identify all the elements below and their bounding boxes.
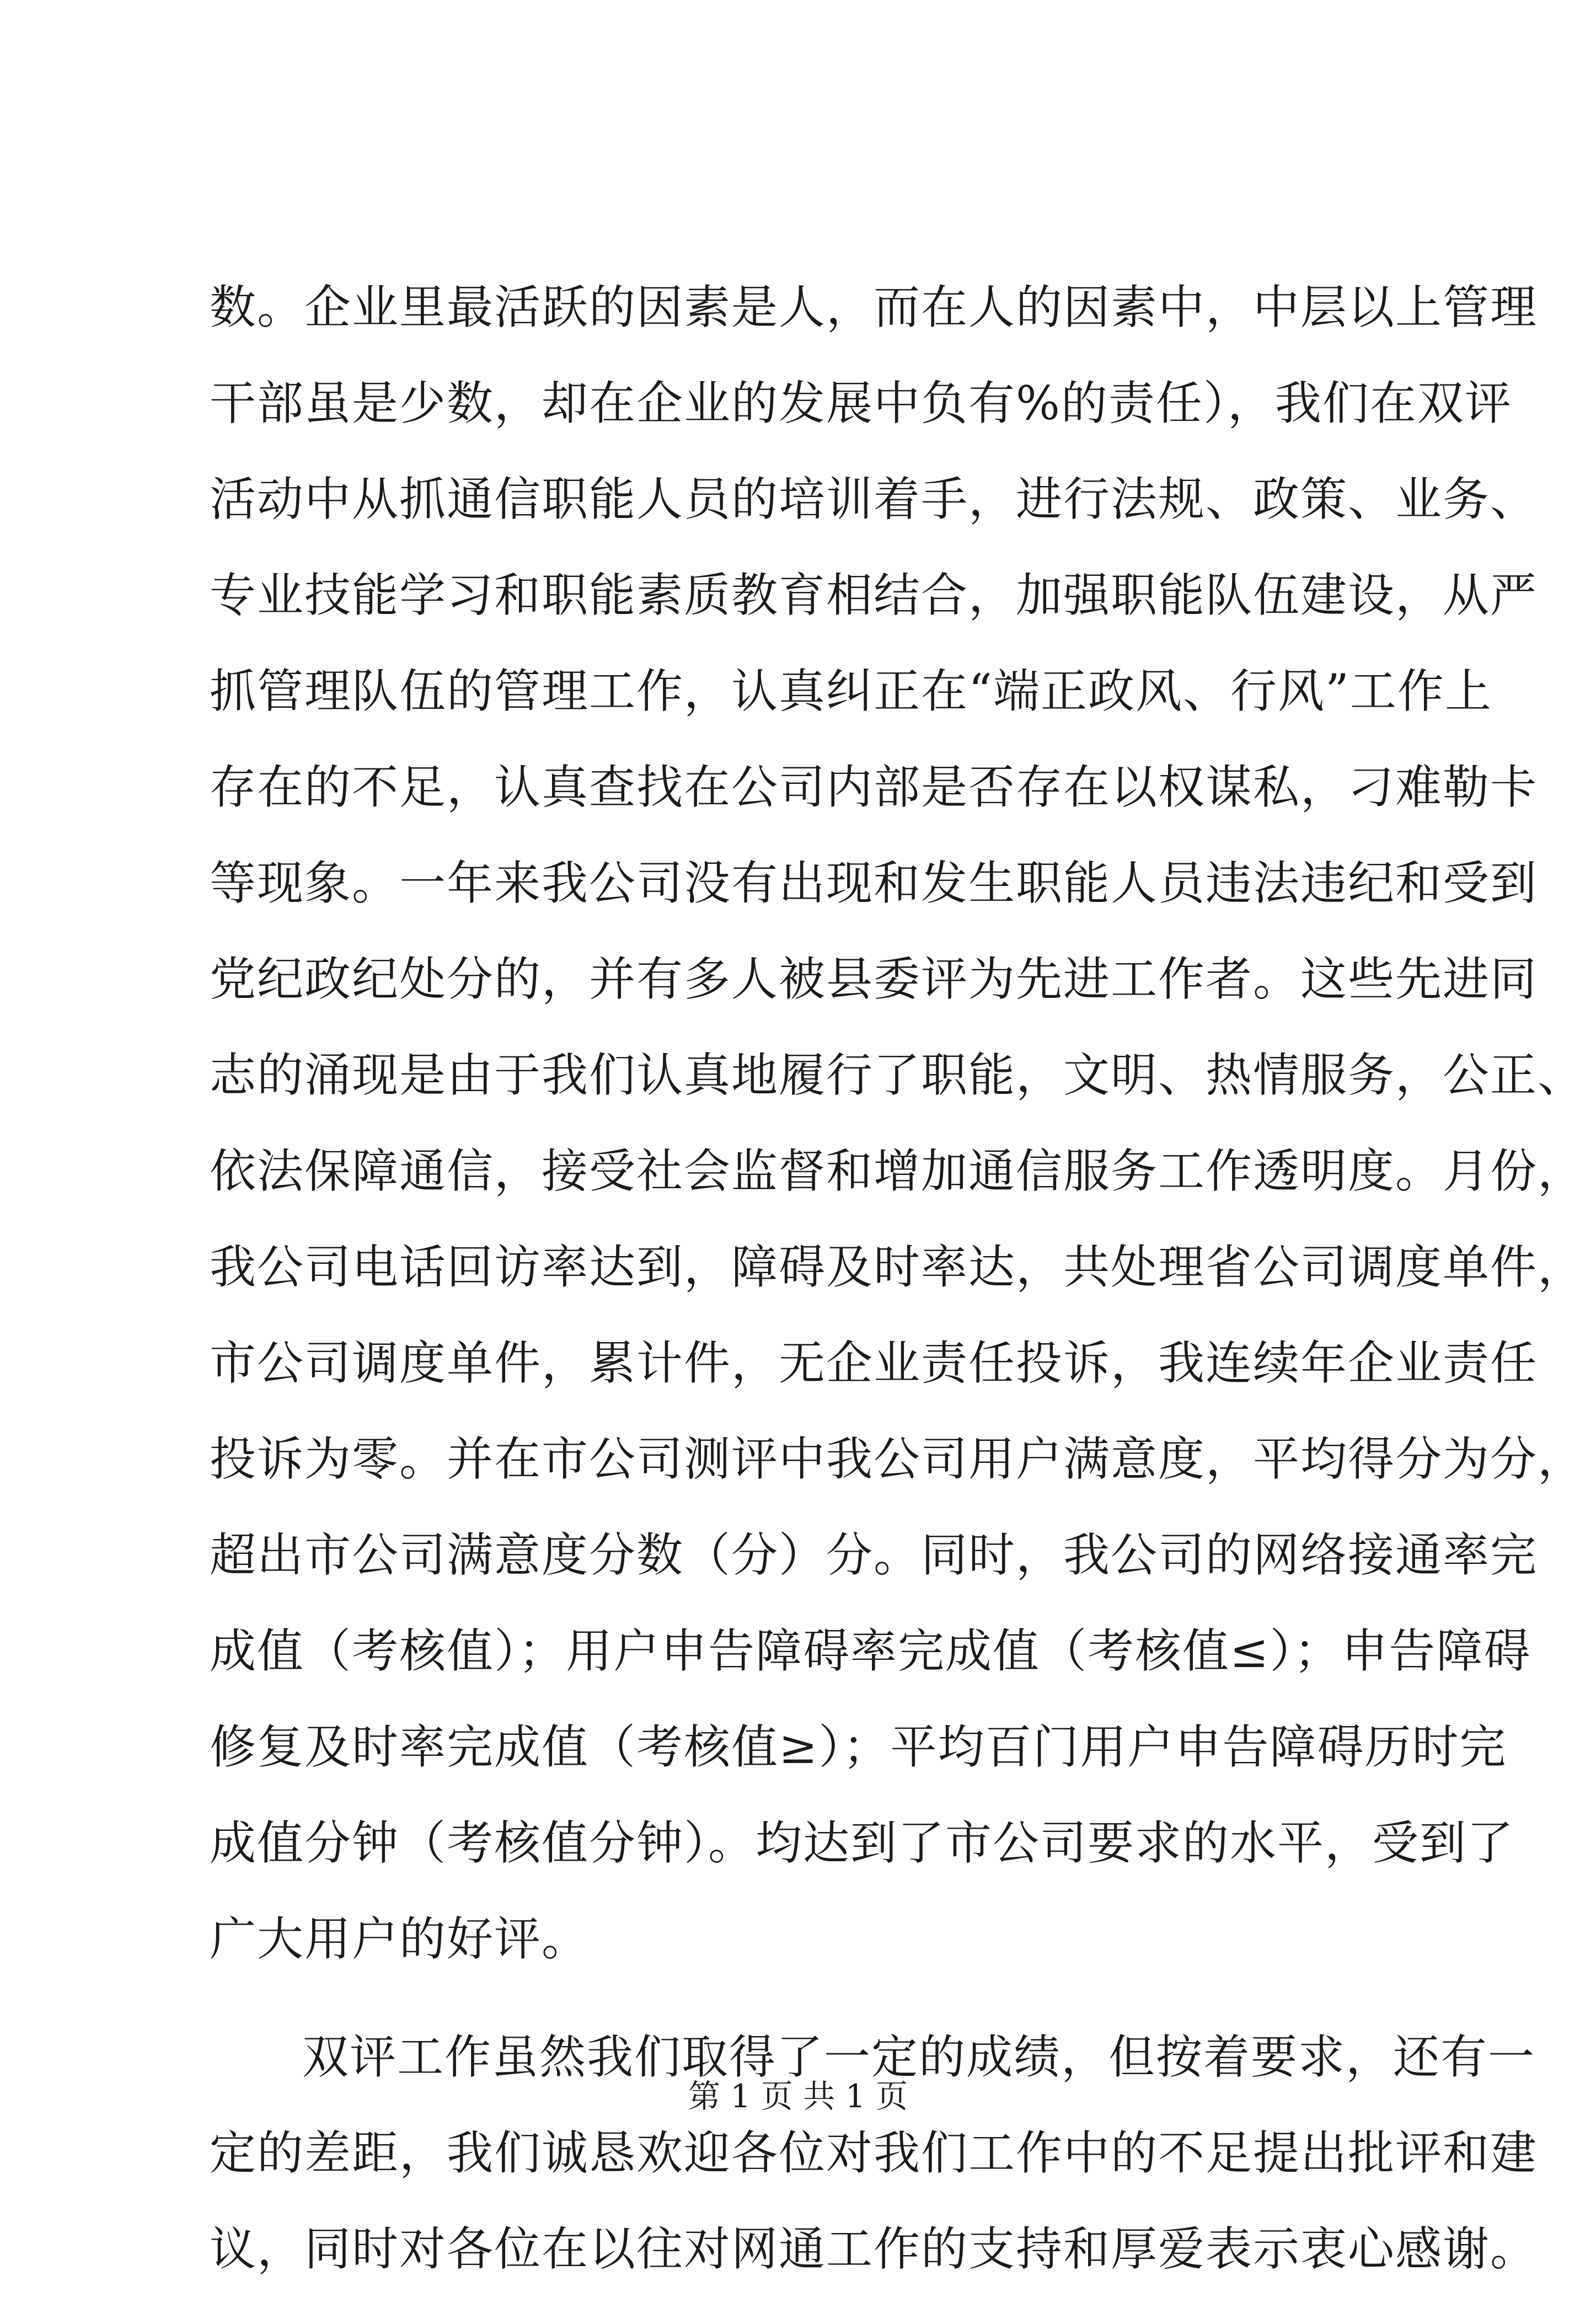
text-line: 广大用户的好评。 [210, 1912, 590, 1966]
paragraph-2 [210, 2009, 1538, 2297]
text-line: 成值分钟（考核值分钟）。均达到了市公司要求的水平，受到了 [210, 1816, 1515, 1870]
document-body [210, 259, 1586, 2297]
text-line: 活动中从抓通信职能人员的培训着手，进行法规、政策、业务、 [210, 472, 1538, 526]
paragraph-spacer [210, 1987, 1401, 2009]
text-line: 成值（考核值）；用户申告障碍率完成值（考核值≤）；申告障碍 [210, 1624, 1531, 1678]
text-line: 我公司电话回访率达到，障碍及时率达，共处理省公司调度单件， [210, 1240, 1586, 1294]
text-line: 志的涌现是由于我们认真地履行了职能，文明、热情服务，公正、 [210, 1048, 1586, 1102]
text-line: 市公司调度单件，累计件，无企业责任投诉，我连续年企业责任 [210, 1336, 1538, 1390]
page-footer: 第 1 页 共 1 页 [688, 2077, 908, 2115]
text-line: 等现象。一年来我公司没有出现和发生职能人员违法违纪和受到 [210, 856, 1538, 910]
text-line: 抓管理队伍的管理工作，认真纠正在“端正政风、行风”工作上 [210, 664, 1492, 718]
text-line: 定的差距，我们诚恳欢迎各位对我们工作中的不足提出批评和建 [210, 2126, 1538, 2180]
text-line: 修复及时率完成值（考核值≥）；平均百门用户申告障碍历时完 [210, 1720, 1507, 1774]
text-line: 专业技能学习和职能素质教育相结合，加强职能队伍建设，从严 [210, 568, 1538, 622]
text-line: 存在的不足，认真查找在公司内部是否存在以权谋私，刁难勒卡 [210, 760, 1538, 814]
text-line: 依法保障通信，接受社会监督和增加通信服务工作透明度。月份， [210, 1144, 1586, 1198]
text-line: 党纪政纪处分的，并有多人被县委评为先进工作者。这些先进同 [210, 952, 1538, 1006]
text-line: 数。企业里最活跃的因素是人，而在人的因素中，中层以上管理 [210, 280, 1538, 334]
text-line: 超出市公司满意度分数（分）分。同时，我公司的网络接通率完 [210, 1528, 1538, 1582]
text-line: 双评工作虽然我们取得了一定的成绩，但按着要求，还有一 [302, 2030, 1536, 2084]
text-line: 投诉为零。并在市公司测评中我公司用户满意度，平均得分为分， [210, 1432, 1586, 1486]
text-line: 干部虽是少数，却在企业的发展中负有%的责任），我们在双评 [210, 376, 1512, 430]
paragraph-1 [210, 259, 1586, 1987]
text-line: 议，同时对各位在以往对网通工作的支持和厚爱表示衷心感谢。 [210, 2222, 1538, 2276]
